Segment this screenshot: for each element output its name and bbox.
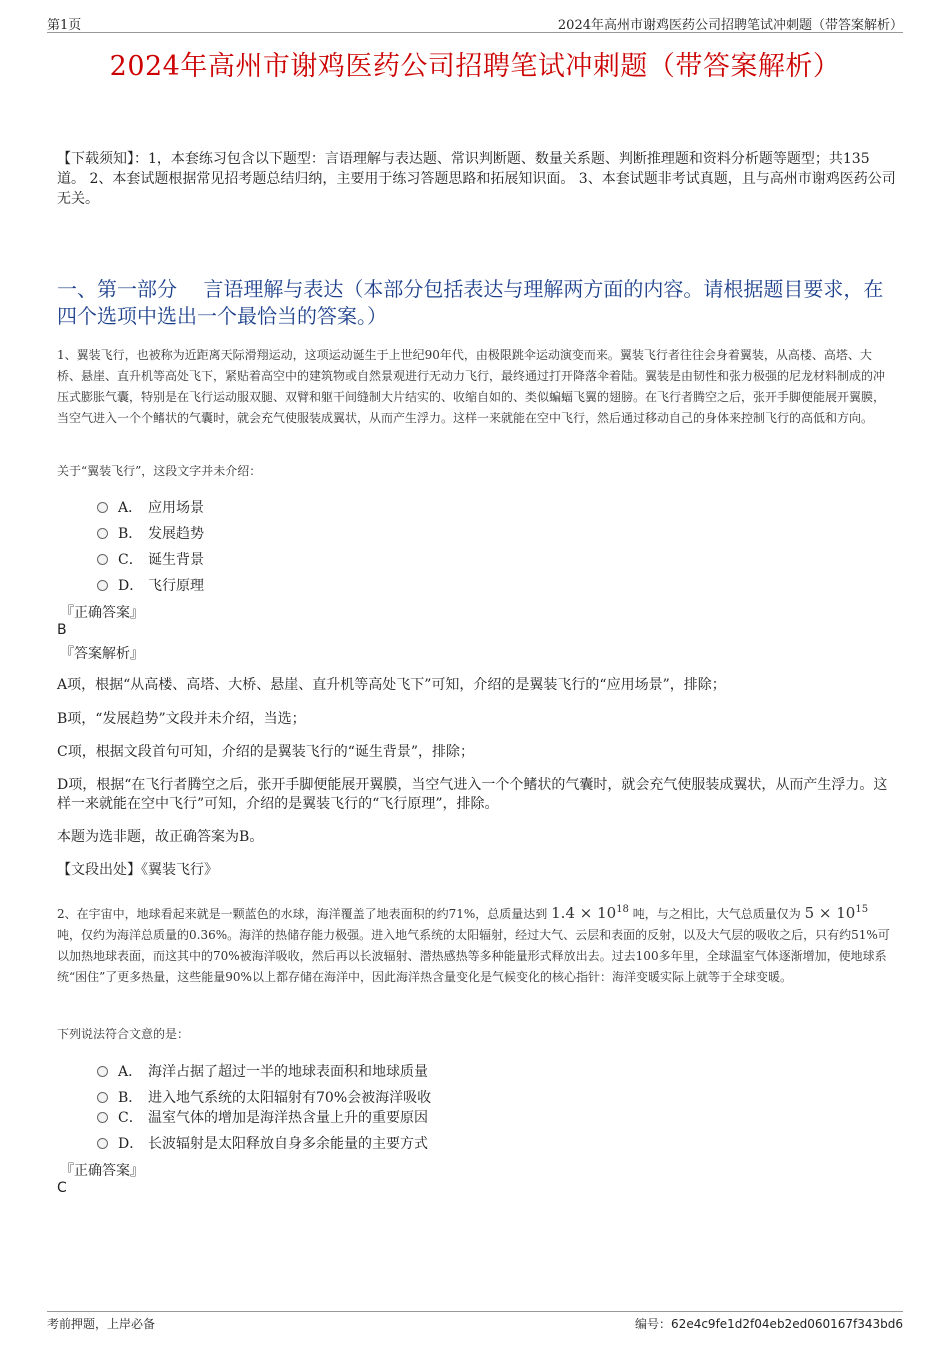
footer-slogan: 考前押题，上岸必备: [47, 1317, 156, 1331]
math-exponent: 15: [855, 904, 869, 915]
q2-answer-label: 『正确答案』: [60, 1163, 144, 1179]
q2-option-a[interactable]: [97, 1061, 428, 1081]
q1-option-b[interactable]: [97, 523, 204, 543]
option-letter: C．: [118, 1110, 143, 1126]
radio-icon[interactable]: [97, 580, 108, 591]
download-notice: 【下载须知】：1，本套练习包含以下题型：言语理解与表达题、常识判断题、数量关系题、判断推理题和资料分析题等题型；共135道。 2、本套试题根据常见招考题总结归纳，主要用于练习答题思路和拓展知识面。 3、本套试题非考试真题，且与高州市谢鸡医药公司无关。: [57, 151, 896, 207]
option-letter: A．: [118, 1064, 143, 1080]
q2-passage-text-3: 吨，仅约为海洋总质量的0.36%。海洋的热储存能力极强。进入地气系统的太阳辐射，经过大气、云层和表面的反射，以及大气层的吸收之后，只有约51%可以加热地球表面，而这其中的70%被海洋吸收，然后再以长波辐射、潜热感热等多种能量形式释放出去。过去100多年里，全球温室气体逐渐增加，使地球系统“困住”了更多热量，这些能量90%以上都存储在海洋中，因此海洋热含量变化是气候变化的核心指针：海洋变暖实际上就等于全球变暖。: [57, 928, 890, 984]
math-expression-2: [805, 904, 868, 922]
q1-analysis-c: C项，根据文段首句可知，介绍的是翼装飞行的“诞生背景”，排除；: [57, 744, 475, 760]
q1-analysis-a: A项，根据“从高楼、高塔、大桥、悬崖、直升机等高处飞下”可知，介绍的是翼装飞行的“应用场景”，排除；: [57, 677, 726, 693]
option-letter: A．: [118, 500, 143, 516]
q1-answer-label: 『正确答案』: [60, 605, 144, 621]
radio-icon[interactable]: [97, 502, 108, 513]
q1-conclusion: 本题为选非题，故正确答案为B。: [57, 829, 264, 845]
q1-analysis-b: B项，“发展趋势”文段并未介绍，当选；: [57, 711, 306, 727]
radio-icon[interactable]: [97, 1092, 108, 1103]
q1-analysis-d: D项，根据“在飞行者腾空之后，张开手脚便能展开翼膜，当空气进入一个个鳍状的气囊时，就会充气使服装成翼状，从而产生浮力。这样一来就能在空中飞行”可知，介绍的是翼装飞行的“飞行原理”，排除。: [57, 777, 888, 812]
serial-label: 编号：: [635, 1317, 672, 1331]
math-exponent: 18: [616, 904, 629, 915]
q2-prompt: 下列说法符合文意的是：: [57, 1027, 190, 1041]
option-text: 飞行原理: [148, 578, 204, 594]
q2-option-b[interactable]: [97, 1087, 431, 1107]
option-text: 温室气体的增加是海洋热含量上升的重要原因: [148, 1110, 428, 1126]
radio-icon[interactable]: [97, 528, 108, 539]
q2-answer: C: [57, 1180, 67, 1196]
option-text: 长波辐射是太阳释放自身多余能量的主要方式: [148, 1136, 428, 1152]
option-text: 海洋占据了超过一半的地球表面积和地球质量: [148, 1064, 428, 1080]
header-doc-title: 2024年高州市谢鸡医药公司招聘笔试冲刺题（带答案解析）: [557, 18, 903, 33]
footer-divider: [47, 1311, 903, 1312]
footer-serial: [635, 1315, 903, 1332]
q2-passage: [57, 899, 893, 988]
math-expression-1: [551, 904, 629, 922]
q1-analysis-label: 『答案解析』: [60, 646, 144, 662]
radio-icon[interactable]: [97, 1066, 108, 1077]
q1-option-c[interactable]: [97, 549, 204, 569]
option-letter: B．: [118, 1090, 143, 1106]
radio-icon[interactable]: [97, 1112, 108, 1123]
option-text: 诞生背景: [148, 552, 204, 568]
option-letter: C．: [118, 552, 143, 568]
q2-option-c[interactable]: [97, 1107, 428, 1127]
math-base: 1.4 × 10: [551, 904, 617, 922]
q1-prompt: 关于“翼装飞行”，这段文字并未介绍：: [57, 464, 262, 478]
q1-source: 【文段出处】《翼装飞行》: [57, 862, 218, 878]
option-text: 发展趋势: [148, 526, 204, 542]
page-number: 第1页: [47, 18, 82, 33]
q1-option-a[interactable]: [97, 497, 204, 517]
q1-answer: B: [57, 622, 67, 638]
radio-icon[interactable]: [97, 1138, 108, 1149]
q2-passage-text-2: 吨，与之相比，大气总质量仅为: [632, 907, 801, 921]
math-base: 5 × 10: [804, 904, 856, 922]
header-divider: [47, 32, 903, 33]
q1-option-d[interactable]: [97, 575, 204, 595]
q2-passage-text-1: 2、在宇宙中，地球看起来就是一颗蓝色的水球，海洋覆盖了地表面积的约71%，总质量达到: [57, 907, 548, 921]
option-text: 应用场景: [148, 500, 204, 516]
option-letter: B．: [118, 526, 143, 542]
radio-icon[interactable]: [97, 554, 108, 565]
q1-passage: 1、翼装飞行，也被称为近距离天际滑翔运动，这项运动诞生于上世纪90年代，由极限跳伞运动演变而来。翼装飞行者往往会身着翼装，从高楼、高塔、大桥、悬崖、直升机等高处飞下，紧贴着高空中的建筑物或自然景观进行无动力飞行，最终通过打开降落伞着陆。翼装是由韧性和张力极强的尼龙材料制成的冲压式膨胀气囊，特别是在飞行运动服双腿、双臂和躯干间缝制大片结实的、收缩自如的、类似蝙蝠飞翼的翅膀。在飞行者腾空之后，张开手脚便能展开翼膜，当空气进入一个个鳍状的气囊时，就会充气使服装成翼状，从而产生浮力。这样一来就能在空中飞行，然后通过移动自己的身体来控制飞行的高低和方向。: [57, 348, 886, 425]
q2-option-d[interactable]: [97, 1133, 428, 1153]
page-title: 2024年高州市谢鸡医药公司招聘笔试冲刺题（带答案解析）: [109, 51, 841, 82]
section-heading: 一、第一部分 言语理解与表达（本部分包括表达与理解两方面的内容。请根据题目要求，在四个选项中选出一个最恰当的答案。）: [57, 277, 884, 328]
option-letter: D．: [118, 578, 144, 594]
option-text: 进入地气系统的太阳辐射有70%会被海洋吸收: [148, 1090, 432, 1106]
option-letter: D．: [118, 1136, 144, 1152]
serial-code: 62e4c9fe1d2f04eb2ed060167f343bd6: [671, 1317, 903, 1331]
